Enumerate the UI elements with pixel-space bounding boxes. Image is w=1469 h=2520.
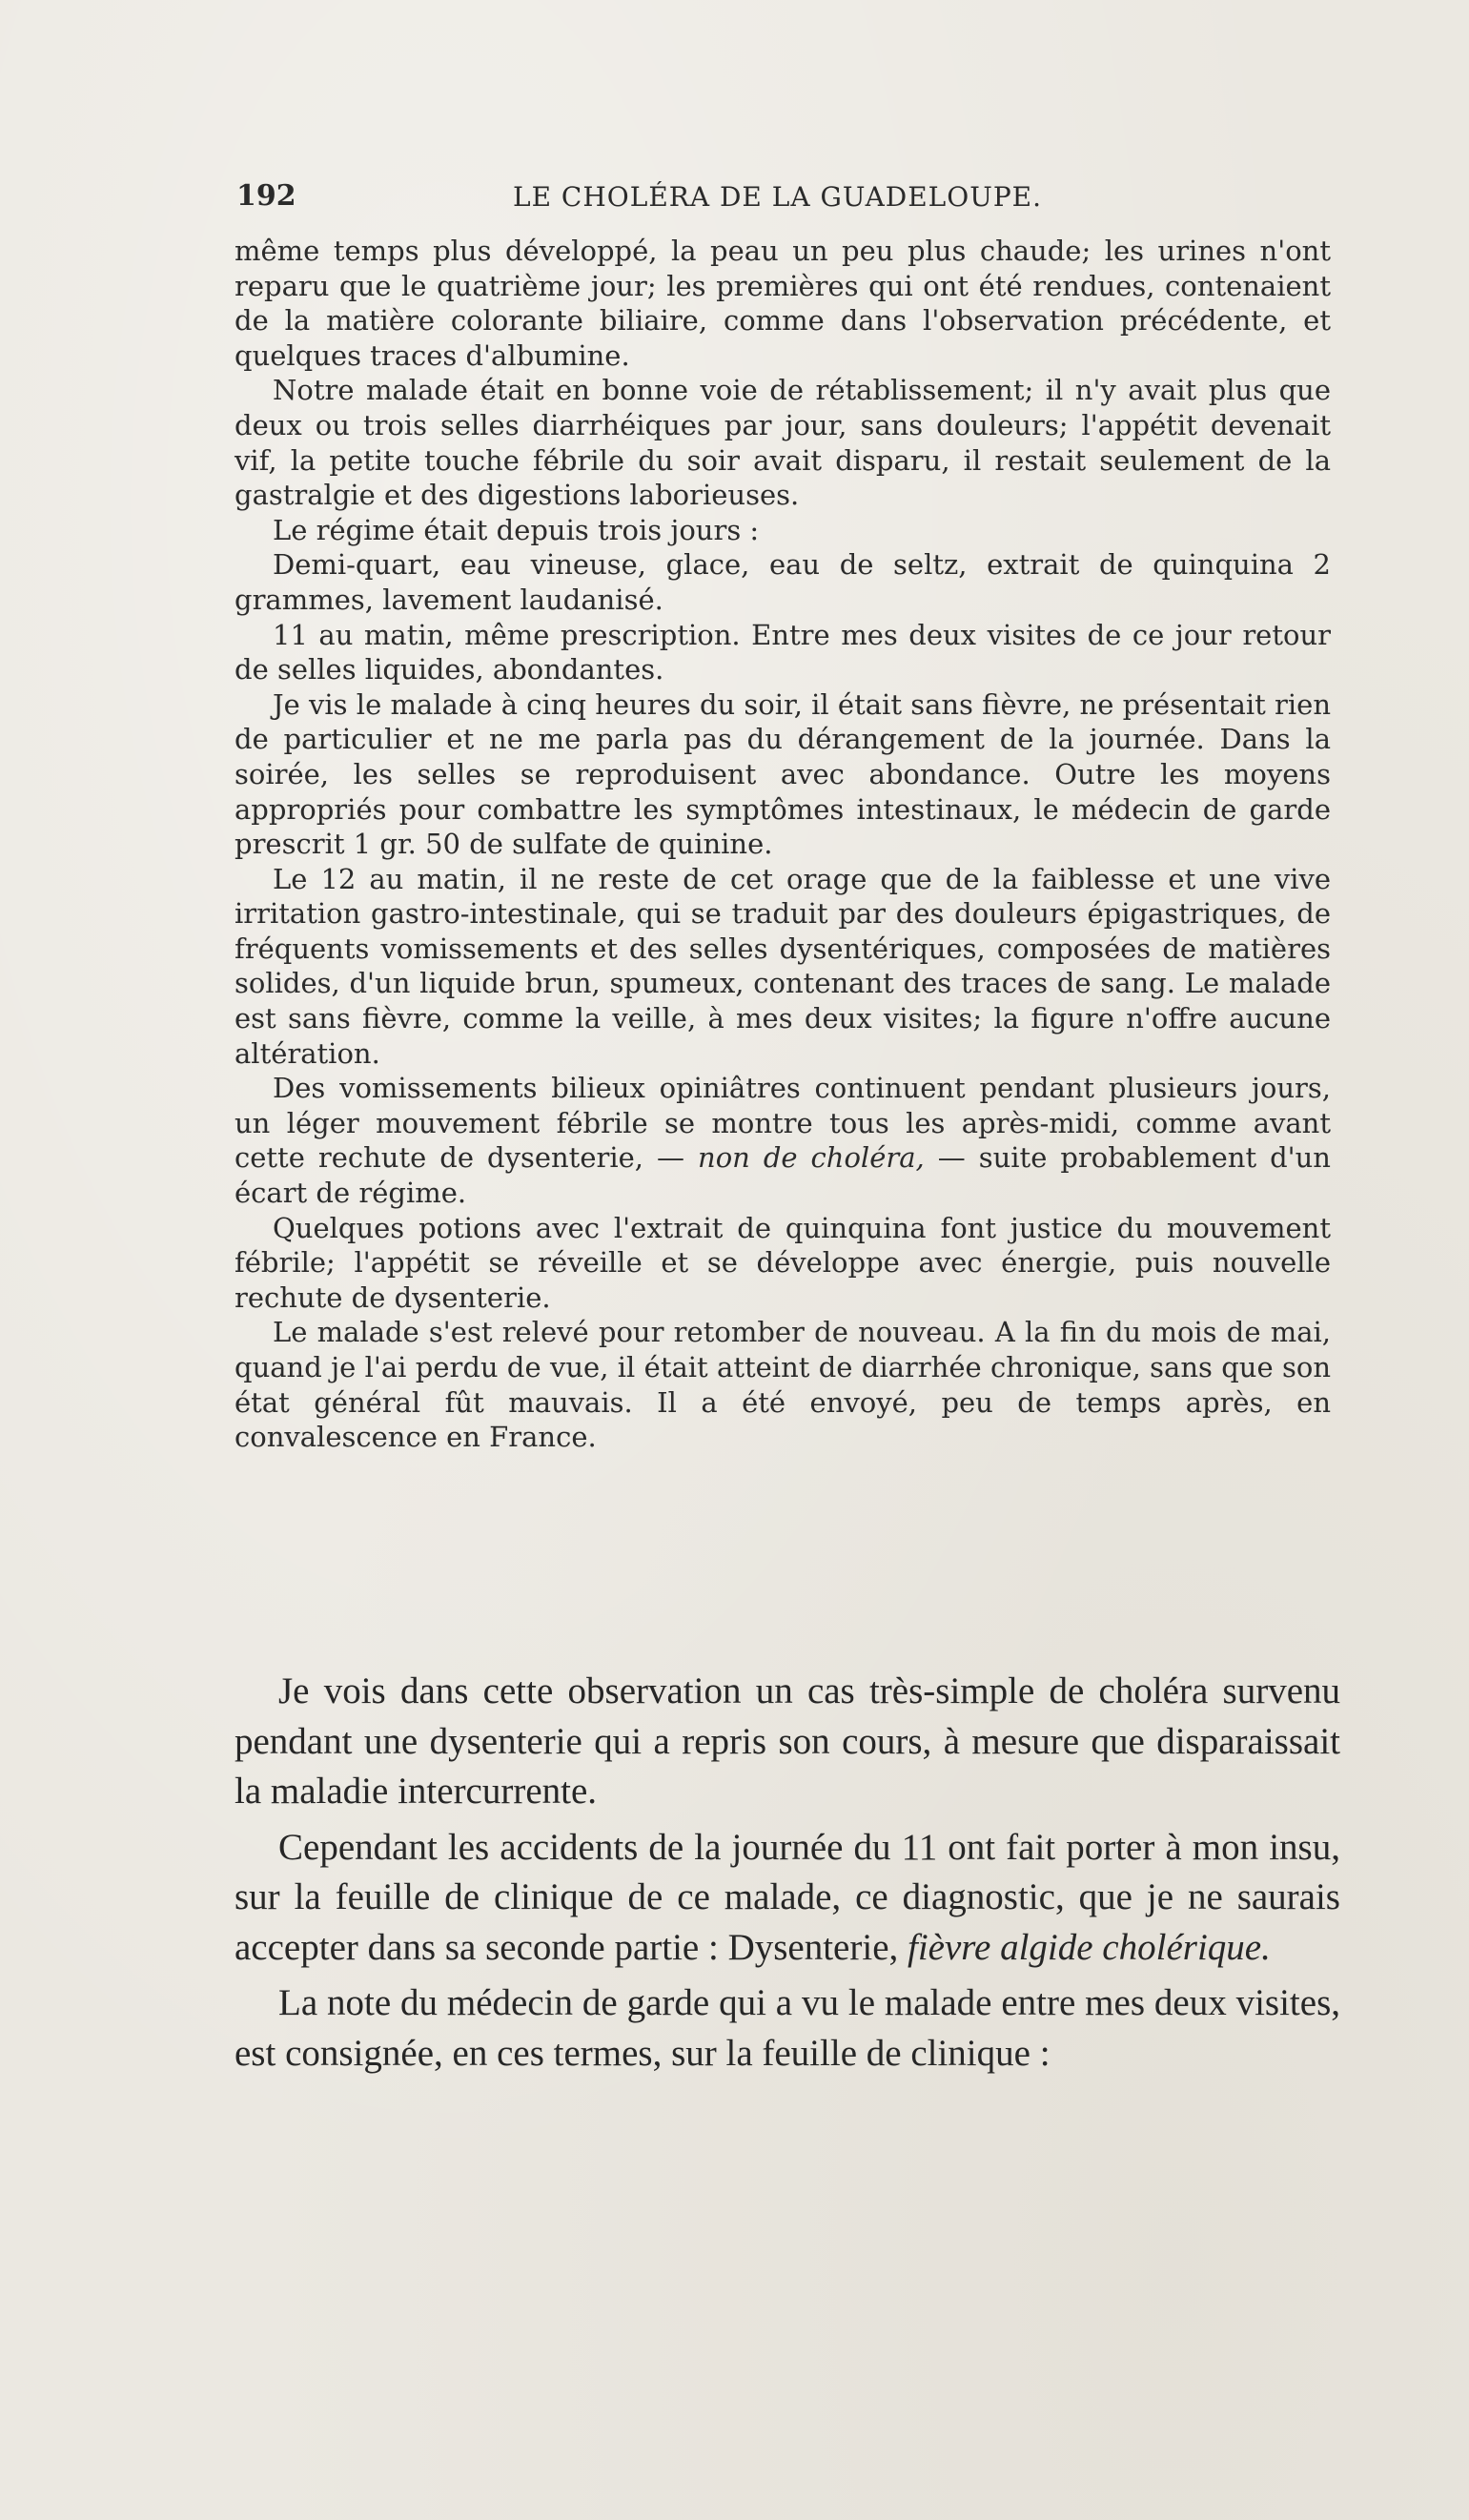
paragraph-regime-details: Demi-quart, eau vineuse, glace, eau de seltz, extrait de quinquina 2 grammes, lavement laudanisé. (235, 548, 1331, 616)
vomissements-italic: non de choléra, (698, 1141, 925, 1175)
commentary-text (235, 1667, 1340, 2084)
paragraph-vomissements (235, 1071, 1331, 1210)
paragraph-urines: même temps plus développé, la peau un peu plus chaude; les urines n'ont reparu que le quatrième jour; les premières qui ont été rendues, contenaient de la matière colorante biliaire, comme dans l'observation précédente, et quelques traces d'albumine. (235, 235, 1331, 372)
paragraph-cinq-heures: Je vis le malade à cinq heures du soir, il était sans fièvre, ne présentait rien de particulier et ne me parla pas du dérangement de la journée. Dans la soirée, les selles se reproduisent avec abondance. Outre les moyens appropriés pour combattre les symptômes intestinaux, le médecin de garde prescrit 1 gr. 50 de sulfate de quinine. (235, 687, 1331, 861)
page-header (236, 179, 1333, 221)
cependant-text: Cependant les accidents de la journée du 11 ont fait porter à mon insu, sur la feuille de clinique de ce malade, ce diagnostic, que je ne saurais accepter dans sa seconde partie : Dysenterie, (235, 1826, 1340, 1968)
paragraph-cependant (235, 1823, 1340, 1974)
paragraph-retablissement: Notre malade était en bonne voie de rétablissement; il n'y avait plus que deux ou trois selles diarrhéiques par jour, sans douleurs; l'appétit devenait vif, la petite touche fébrile du soir avait disparu, il restait seulement de la gastralgie et des digestions laborieuses. (235, 374, 1331, 512)
observation-text (235, 234, 1331, 1455)
running-title: LE CHOLÉRA DE LA GUADELOUPE. (513, 181, 1043, 213)
page-number: 192 (236, 179, 296, 213)
paragraph-potions: Quelques potions avec l'extrait de quinquina font justice du mouvement fébrile; l'appétit se réveille et se développe avec énergie, puis nouvelle rechute de dysenterie. (235, 1211, 1331, 1314)
vomissements-text-end: — suite probablement d'un écart de régime. (235, 1141, 1331, 1210)
paragraph-note-medecin: La note du médecin de garde qui a vu le malade entre mes deux visites, est consignée, en ces termes, sur la feuille de clinique : (235, 1982, 1340, 2074)
paragraph-je-vois: Je vois dans cette observation un cas très-simple de choléra survenu pendant une dysenterie qui a repris son cours, à mesure que disparaissait la maladie intercurrente. (235, 1670, 1340, 1812)
vomissements-text: Des vomissements bilieux opiniâtres continuent pendant plusieurs jours, un léger mouvement fébrile se montre tous les après-midi, comme avant cette rechute de dysenterie, — (235, 1072, 1331, 1175)
paragraph-11-matin: 11 au matin, même prescription. Entre mes deux visites de ce jour retour de selles liquides, abondantes. (235, 618, 1331, 686)
paragraph-releve: Le malade s'est relevé pour retomber de nouveau. A la fin du mois de mai, quand je l'ai perdu de vue, il était atteint de diarrhée chronique, sans que son état général fût mauvais. Il a été envoyé, peu de temps après, en convalescence en France. (235, 1316, 1331, 1454)
cependant-italic: fièvre algide cholérique. (908, 1926, 1271, 1968)
paragraph-12-matin: Le 12 au matin, il ne reste de cet orage que de la faiblesse et une vive irritation gastro-intestinale, qui se traduit par des douleurs épigastriques, de fréquents vomissements et des selles dysentériques, composées de matières solides, d'un liquide brun, spumeux, contenant des traces de sang. Le malade est sans fièvre, comme la veille, à mes deux visites; la figure n'offre aucune altération. (235, 862, 1331, 1070)
paragraph-regime-intro: Le régime était depuis trois jours : (273, 513, 760, 546)
